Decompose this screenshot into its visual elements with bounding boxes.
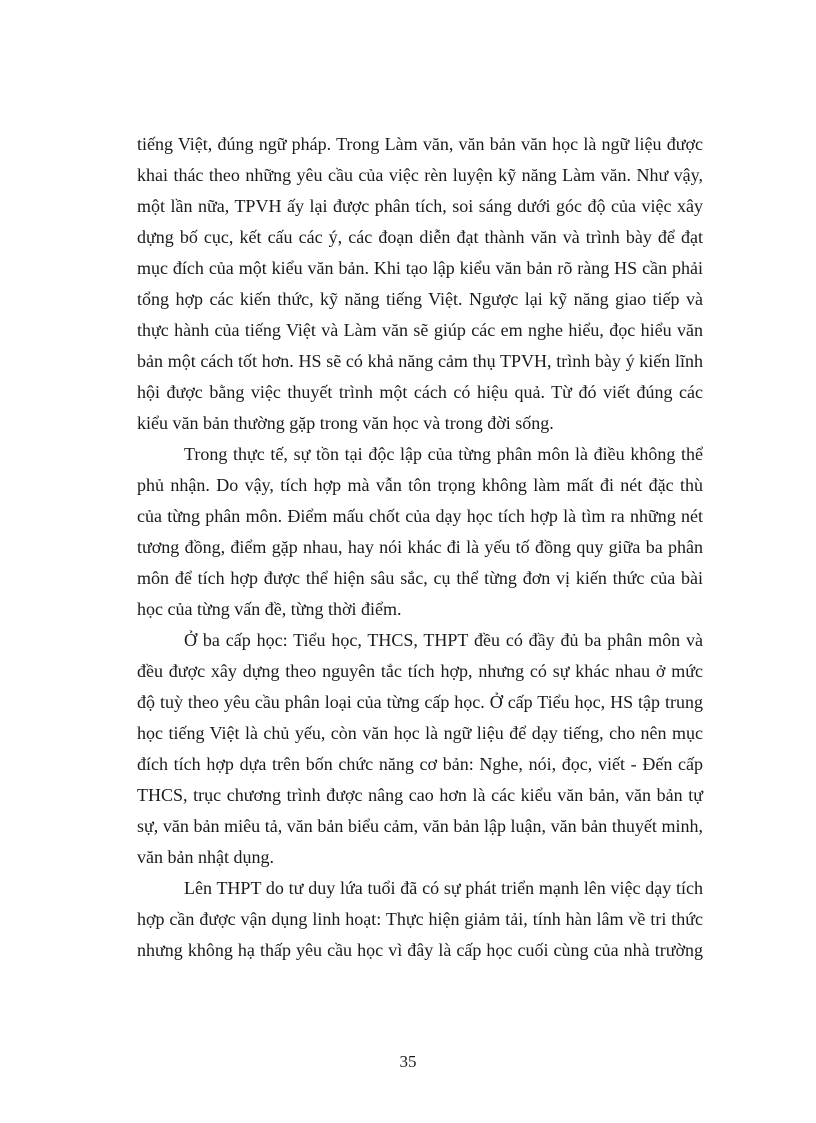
text-line: một lần nữa, TPVH ấy lại được phân tích, soi sáng dưới góc độ của việc xây	[137, 196, 703, 216]
text-line: Ở ba cấp học: Tiểu học, THCS, THPT đều có đầy đủ ba phân môn và	[184, 630, 703, 650]
text-line: thực hành của tiếng Việt và Làm văn sẽ giúp các em nghe hiểu, đọc hiểu văn	[137, 320, 703, 340]
text-line: của từng phân môn. Điểm mấu chốt của dạy học tích hợp là tìm ra những nét	[137, 506, 703, 526]
text-line: hợp cần được vận dụng linh hoạt: Thực hiện giảm tải, tính hàn lâm về tri thức	[137, 909, 703, 929]
body-text	[137, 129, 703, 966]
text-line: tổng hợp các kiến thức, kỹ năng tiếng Việt. Ngược lại kỹ năng giao tiếp và	[137, 289, 703, 309]
text-line: học của từng vấn đề, từng thời điểm.	[137, 599, 402, 619]
text-line: phủ nhận. Do vậy, tích hợp mà vẫn tôn trọng không làm mất đi nét đặc thù	[137, 475, 703, 495]
text-line: bản một cách tốt hơn. HS sẽ có khả năng cảm thụ TPVH, trình bày ý kiến lĩnh	[137, 351, 703, 371]
text-line: kiểu văn bản thường gặp trong văn học và trong đời sống.	[137, 413, 554, 433]
text-line: tiếng Việt, đúng ngữ pháp. Trong Làm văn, văn bản văn học là ngữ liệu được	[137, 134, 703, 154]
text-line: THCS, trục chương trình được nâng cao hơn là các kiểu văn bản, văn bản tự	[137, 785, 703, 805]
text-line: Lên THPT do tư duy lứa tuổi đã có sự phát triển mạnh lên việc dạy tích	[184, 878, 703, 898]
text-line: tương đồng, điểm gặp nhau, hay nói khác đi là yếu tố đồng quy giữa ba phân	[137, 537, 703, 557]
text-line: đều được xây dựng theo nguyên tắc tích hợp, nhưng có sự khác nhau ở mức	[137, 661, 703, 681]
paragraph	[137, 439, 703, 625]
text-line: mục đích của một kiểu văn bản. Khi tạo lập kiểu văn bản rõ ràng HS cần phải	[137, 258, 703, 278]
text-line: đích tích hợp dựa trên bốn chức năng cơ bản: Nghe, nói, đọc, viết - Đến cấp	[137, 754, 703, 774]
text-line: sự, văn bản miêu tả, văn bản biểu cảm, văn bản lập luận, văn bản thuyết minh,	[137, 816, 703, 836]
text-line: nhưng không hạ thấp yêu cầu học vì đây là cấp học cuối cùng của nhà trường	[137, 940, 703, 960]
text-line: hội được bằng việc thuyết trình một cách có hiệu quả. Từ đó viết đúng các	[137, 382, 703, 402]
paragraph	[137, 129, 703, 439]
text-line: độ tuỳ theo yêu cầu phân loại của từng cấp học. Ở cấp Tiểu học, HS tập trung	[137, 692, 703, 712]
text-line: Trong thực tế, sự tồn tại độc lập của từng phân môn là điều không thể	[184, 444, 703, 464]
paragraph	[137, 873, 703, 966]
text-line: môn để tích hợp được thể hiện sâu sắc, cụ thể từng đơn vị kiến thức của bài	[137, 568, 703, 588]
paragraph	[137, 625, 703, 873]
text-line: học tiếng Việt là chủ yếu, còn văn học là ngữ liệu để dạy tiếng, cho nên mục	[137, 723, 703, 743]
text-line: dựng bố cục, kết cấu các ý, các đoạn diễn đạt thành văn và trình bày để đạt	[137, 227, 703, 247]
text-line: văn bản nhật dụng.	[137, 847, 274, 867]
text-line: khai thác theo những yêu cầu của việc rèn luyện kỹ năng Làm văn. Như vậy,	[137, 165, 703, 185]
page-number: 35	[399, 1052, 417, 1071]
